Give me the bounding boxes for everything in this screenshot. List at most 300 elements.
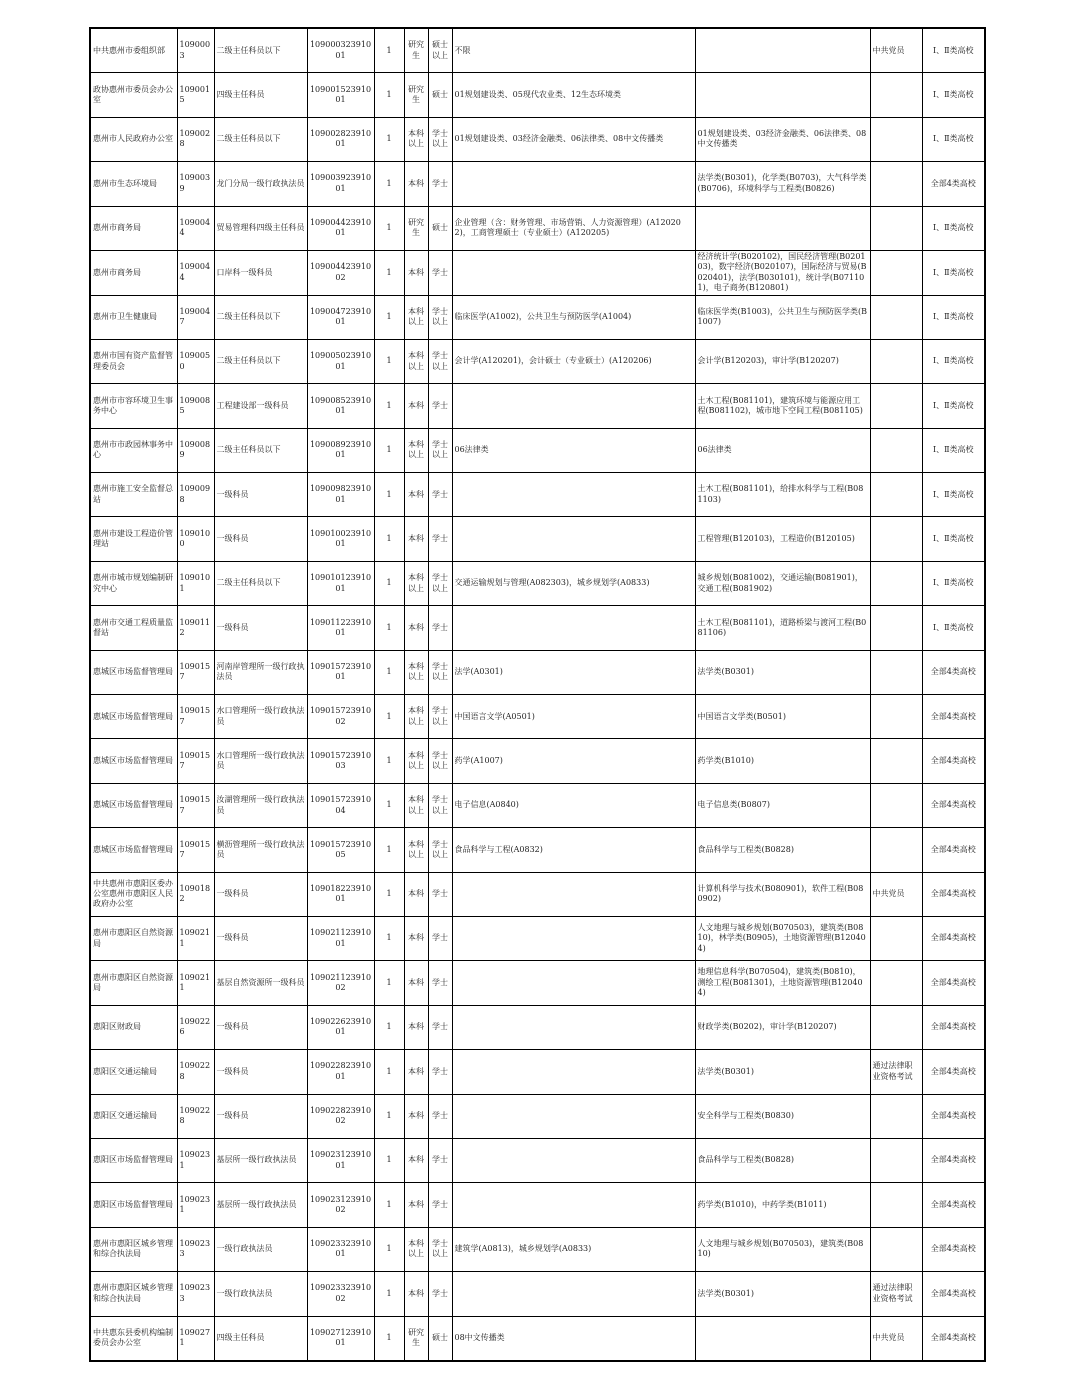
table-row xyxy=(90,872,985,916)
cell-grad-major xyxy=(452,606,695,650)
cell-school-category: Ⅰ、Ⅱ类高校 xyxy=(922,517,985,561)
cell-other-requirement xyxy=(870,73,922,117)
cell-other-requirement xyxy=(870,916,922,960)
cell-grad-major xyxy=(452,916,695,960)
cell-school-category: 全部4类高校 xyxy=(922,1316,985,1361)
cell-position-code: 10900282391001 xyxy=(307,117,374,161)
cell-unit-code: 1090044 xyxy=(177,250,214,295)
cell-other-requirement xyxy=(870,695,922,739)
cell-position: 四级主任科员 xyxy=(214,73,307,117)
cell-school-category: 全部4类高校 xyxy=(922,1050,985,1094)
cell-undergrad-major: 药学类(B1010) xyxy=(695,739,870,783)
cell-position-code: 10901572391002 xyxy=(307,695,374,739)
cell-unit-code: 1090028 xyxy=(177,117,214,161)
cell-unit: 惠州市惠阳区城乡管理和综合执法局 xyxy=(90,1272,177,1316)
cell-undergrad-major xyxy=(695,73,870,117)
cell-quota: 1 xyxy=(374,872,404,916)
cell-quota: 1 xyxy=(374,783,404,827)
cell-unit: 惠州市商务局 xyxy=(90,250,177,295)
cell-unit: 中共惠州市惠阳区委办公室惠州市惠阳区人民政府办公室 xyxy=(90,872,177,916)
cell-unit: 惠州市市容环境卫生事务中心 xyxy=(90,384,177,428)
cell-education: 本科 xyxy=(404,916,428,960)
cell-other-requirement: 中共党员 xyxy=(870,1316,922,1361)
cell-degree: 学士 xyxy=(428,517,452,561)
cell-school-category: Ⅰ、Ⅱ类高校 xyxy=(922,295,985,339)
cell-degree: 学士以上 xyxy=(428,650,452,694)
cell-unit-code: 1090003 xyxy=(177,28,214,73)
cell-other-requirement: 中共党员 xyxy=(870,872,922,916)
table-row xyxy=(90,28,985,73)
cell-position: 一级行政执法员 xyxy=(214,1272,307,1316)
cell-other-requirement xyxy=(870,783,922,827)
cell-education: 本科 xyxy=(404,1094,428,1138)
cell-grad-major xyxy=(452,1183,695,1227)
cell-other-requirement xyxy=(870,1138,922,1182)
cell-position-code: 10902112391001 xyxy=(307,916,374,960)
cell-undergrad-major xyxy=(695,206,870,250)
cell-grad-major xyxy=(452,961,695,1005)
table-row xyxy=(90,473,985,517)
cell-unit-code: 1090211 xyxy=(177,961,214,1005)
cell-grad-major xyxy=(452,250,695,295)
cell-unit: 惠阳区市场监督管理局 xyxy=(90,1183,177,1227)
cell-undergrad-major: 计算机科学与技术(B080901)，软件工程(B080902) xyxy=(695,872,870,916)
table-row xyxy=(90,1050,985,1094)
cell-quota: 1 xyxy=(374,961,404,1005)
table-row xyxy=(90,1094,985,1138)
table-row xyxy=(90,206,985,250)
cell-unit-code: 1090226 xyxy=(177,1005,214,1049)
cell-degree: 学士 xyxy=(428,1138,452,1182)
cell-unit: 惠城区市场监督管理局 xyxy=(90,739,177,783)
cell-quota: 1 xyxy=(374,1094,404,1138)
cell-grad-major: 电子信息(A0840) xyxy=(452,783,695,827)
cell-school-category: 全部4类高校 xyxy=(922,650,985,694)
table-row xyxy=(90,828,985,872)
cell-position: 河南岸管理所一级行政执法员 xyxy=(214,650,307,694)
cell-quota: 1 xyxy=(374,650,404,694)
cell-undergrad-major: 法学类(B0301) xyxy=(695,650,870,694)
cell-school-category: Ⅰ、Ⅱ类高校 xyxy=(922,250,985,295)
cell-position-code: 10901012391001 xyxy=(307,561,374,605)
cell-undergrad-major: 中国语言文学类(B0501) xyxy=(695,695,870,739)
cell-undergrad-major: 06法律类 xyxy=(695,428,870,472)
cell-school-category: 全部4类高校 xyxy=(922,1094,985,1138)
cell-position-code: 10901002391001 xyxy=(307,517,374,561)
cell-unit-code: 1090112 xyxy=(177,606,214,650)
cell-other-requirement xyxy=(870,295,922,339)
cell-undergrad-major: 人文地理与城乡规划(B070503)，建筑类(B0810)，林学类(B0905)，土地资源管理(B120404) xyxy=(695,916,870,960)
cell-degree: 学士 xyxy=(428,162,452,206)
cell-unit-code: 1090228 xyxy=(177,1050,214,1094)
cell-degree: 学士 xyxy=(428,473,452,517)
cell-grad-major: 01规划建设类、03经济金融类、06法律类、08中文传播类 xyxy=(452,117,695,161)
cell-position-code: 10900032391001 xyxy=(307,28,374,73)
table-row xyxy=(90,117,985,161)
cell-quota: 1 xyxy=(374,1183,404,1227)
cell-position-code: 10900502391001 xyxy=(307,339,374,383)
cell-position: 口岸科一级科员 xyxy=(214,250,307,295)
cell-grad-major: 不限 xyxy=(452,28,695,73)
cell-position-code: 10900392391001 xyxy=(307,162,374,206)
cell-position-code: 10902332391001 xyxy=(307,1227,374,1271)
cell-unit-code: 1090039 xyxy=(177,162,214,206)
cell-undergrad-major: 法学类(B0301)，化学类(B0703)，大气科学类(B0706)，环境科学与工程类(B0826) xyxy=(695,162,870,206)
cell-position-code: 10902262391001 xyxy=(307,1005,374,1049)
cell-school-category: 全部4类高校 xyxy=(922,695,985,739)
cell-education: 本科 xyxy=(404,1183,428,1227)
cell-education: 本科 xyxy=(404,162,428,206)
cell-degree: 学士以上 xyxy=(428,339,452,383)
cell-grad-major: 会计学(A120201)，会计硕士（专业硕士）(A120206) xyxy=(452,339,695,383)
cell-school-category: Ⅰ、Ⅱ类高校 xyxy=(922,73,985,117)
cell-position: 二级主任科员以下 xyxy=(214,117,307,161)
cell-unit: 惠阳区交通运输局 xyxy=(90,1050,177,1094)
cell-position: 工程建设部一级科员 xyxy=(214,384,307,428)
cell-education: 本科以上 xyxy=(404,339,428,383)
cell-education: 研究生 xyxy=(404,1316,428,1361)
table-row xyxy=(90,295,985,339)
cell-unit: 惠州市卫生健康局 xyxy=(90,295,177,339)
cell-education: 本科以上 xyxy=(404,1227,428,1271)
cell-school-category: 全部4类高校 xyxy=(922,1138,985,1182)
cell-quota: 1 xyxy=(374,473,404,517)
cell-undergrad-major: 财政学类(B0202)，审计学(B120207) xyxy=(695,1005,870,1049)
cell-other-requirement xyxy=(870,428,922,472)
cell-degree: 学士以上 xyxy=(428,428,452,472)
cell-other-requirement xyxy=(870,250,922,295)
cell-school-category: 全部4类高校 xyxy=(922,828,985,872)
cell-position: 水口管理所一级行政执法员 xyxy=(214,739,307,783)
cell-other-requirement xyxy=(870,117,922,161)
recruitment-table xyxy=(89,27,986,1362)
cell-degree: 学士以上 xyxy=(428,561,452,605)
cell-degree: 学士 xyxy=(428,384,452,428)
cell-grad-major: 08中文传播类 xyxy=(452,1316,695,1361)
cell-unit-code: 1090228 xyxy=(177,1094,214,1138)
cell-education: 本科以上 xyxy=(404,428,428,472)
cell-grad-major xyxy=(452,1138,695,1182)
cell-position: 横沥管理所一级行政执法员 xyxy=(214,828,307,872)
cell-unit-code: 1090157 xyxy=(177,650,214,694)
cell-school-category: Ⅰ、Ⅱ类高校 xyxy=(922,384,985,428)
cell-position: 汝湖管理所一级行政执法员 xyxy=(214,783,307,827)
cell-unit-code: 1090157 xyxy=(177,783,214,827)
cell-education: 本科 xyxy=(404,384,428,428)
cell-unit: 惠州市市政园林事务中心 xyxy=(90,428,177,472)
cell-degree: 学士 xyxy=(428,961,452,1005)
cell-education: 本科 xyxy=(404,1050,428,1094)
cell-quota: 1 xyxy=(374,384,404,428)
cell-unit-code: 1090089 xyxy=(177,428,214,472)
cell-position: 龙门分局一级行政执法员 xyxy=(214,162,307,206)
cell-degree: 学士 xyxy=(428,1272,452,1316)
cell-unit: 惠城区市场监督管理局 xyxy=(90,650,177,694)
cell-position: 一级科员 xyxy=(214,1050,307,1094)
cell-unit: 惠城区市场监督管理局 xyxy=(90,695,177,739)
cell-education: 本科 xyxy=(404,1138,428,1182)
cell-unit-code: 1090233 xyxy=(177,1227,214,1271)
cell-position-code: 10902312391002 xyxy=(307,1183,374,1227)
cell-education: 本科 xyxy=(404,606,428,650)
table-row xyxy=(90,384,985,428)
cell-position: 一级科员 xyxy=(214,473,307,517)
cell-quota: 1 xyxy=(374,517,404,561)
cell-quota: 1 xyxy=(374,1227,404,1271)
cell-education: 本科以上 xyxy=(404,695,428,739)
cell-degree: 学士 xyxy=(428,916,452,960)
cell-school-category: Ⅰ、Ⅱ类高校 xyxy=(922,606,985,650)
cell-degree: 学士以上 xyxy=(428,117,452,161)
cell-other-requirement xyxy=(870,828,922,872)
table-row xyxy=(90,339,985,383)
cell-grad-major xyxy=(452,162,695,206)
cell-school-category: Ⅰ、Ⅱ类高校 xyxy=(922,428,985,472)
cell-unit: 惠州市城市规划编制研究中心 xyxy=(90,561,177,605)
cell-other-requirement: 通过法律职业资格考试 xyxy=(870,1272,922,1316)
cell-quota: 1 xyxy=(374,295,404,339)
cell-education: 本科 xyxy=(404,473,428,517)
cell-other-requirement xyxy=(870,961,922,1005)
cell-position: 二级主任科员以下 xyxy=(214,339,307,383)
cell-school-category: 全部4类高校 xyxy=(922,961,985,1005)
cell-position-code: 10900152391001 xyxy=(307,73,374,117)
cell-degree: 学士 xyxy=(428,872,452,916)
cell-unit-code: 1090044 xyxy=(177,206,214,250)
cell-position: 二级主任科员以下 xyxy=(214,295,307,339)
cell-grad-major: 临床医学(A1002)，公共卫生与预防医学(A1004) xyxy=(452,295,695,339)
cell-unit-code: 1090182 xyxy=(177,872,214,916)
cell-education: 本科以上 xyxy=(404,561,428,605)
cell-undergrad-major xyxy=(695,1316,870,1361)
cell-unit-code: 1090015 xyxy=(177,73,214,117)
cell-education: 本科 xyxy=(404,872,428,916)
cell-degree: 学士 xyxy=(428,250,452,295)
cell-unit-code: 1090085 xyxy=(177,384,214,428)
cell-position: 一级科员 xyxy=(214,517,307,561)
table-row xyxy=(90,961,985,1005)
cell-position-code: 10900442391002 xyxy=(307,250,374,295)
cell-school-category: 全部4类高校 xyxy=(922,916,985,960)
cell-degree: 学士 xyxy=(428,606,452,650)
cell-other-requirement xyxy=(870,739,922,783)
cell-grad-major: 交通运输规划与管理(A082303)，城乡规划学(A0833) xyxy=(452,561,695,605)
cell-position-code: 10900982391001 xyxy=(307,473,374,517)
cell-position: 基层所一级行政执法员 xyxy=(214,1138,307,1182)
cell-undergrad-major: 食品科学与工程类(B0828) xyxy=(695,1138,870,1182)
cell-position-code: 10902112391002 xyxy=(307,961,374,1005)
cell-education: 本科 xyxy=(404,1272,428,1316)
cell-quota: 1 xyxy=(374,916,404,960)
cell-unit: 惠州市人民政府办公室 xyxy=(90,117,177,161)
cell-grad-major xyxy=(452,517,695,561)
table-row xyxy=(90,606,985,650)
table-row xyxy=(90,1138,985,1182)
cell-grad-major xyxy=(452,384,695,428)
cell-undergrad-major: 土木工程(B081101)，建筑环境与能源应用工程(B081102)，城市地下空间工程(B081105) xyxy=(695,384,870,428)
cell-quota: 1 xyxy=(374,206,404,250)
cell-degree: 学士以上 xyxy=(428,1227,452,1271)
cell-unit-code: 1090157 xyxy=(177,695,214,739)
cell-unit-code: 1090050 xyxy=(177,339,214,383)
table-row xyxy=(90,650,985,694)
table-row xyxy=(90,695,985,739)
cell-degree: 硕士 xyxy=(428,1316,452,1361)
cell-quota: 1 xyxy=(374,606,404,650)
cell-undergrad-major: 01规划建设类、03经济金融类、06法律类、08中文传播类 xyxy=(695,117,870,161)
cell-unit: 惠州市惠阳区城乡管理和综合执法局 xyxy=(90,1227,177,1271)
cell-undergrad-major: 食品科学与工程类(B0828) xyxy=(695,828,870,872)
cell-other-requirement xyxy=(870,517,922,561)
cell-position: 四级主任科员 xyxy=(214,1316,307,1361)
cell-position-code: 10900442391001 xyxy=(307,206,374,250)
cell-degree: 学士 xyxy=(428,1094,452,1138)
cell-position-code: 10902332391002 xyxy=(307,1272,374,1316)
cell-position-code: 10900852391001 xyxy=(307,384,374,428)
cell-unit: 惠城区市场监督管理局 xyxy=(90,783,177,827)
cell-school-category: 全部4类高校 xyxy=(922,1227,985,1271)
cell-other-requirement xyxy=(870,339,922,383)
cell-position: 一级行政执法员 xyxy=(214,1227,307,1271)
cell-unit-code: 1090211 xyxy=(177,916,214,960)
cell-degree: 硕士 xyxy=(428,73,452,117)
cell-position: 一级科员 xyxy=(214,916,307,960)
cell-education: 本科 xyxy=(404,961,428,1005)
cell-undergrad-major: 法学类(B0301) xyxy=(695,1272,870,1316)
cell-quota: 1 xyxy=(374,73,404,117)
cell-grad-major: 法学(A0301) xyxy=(452,650,695,694)
cell-quota: 1 xyxy=(374,1316,404,1361)
cell-school-category: 全部4类高校 xyxy=(922,783,985,827)
cell-quota: 1 xyxy=(374,739,404,783)
cell-position: 一级科员 xyxy=(214,606,307,650)
cell-education: 本科 xyxy=(404,250,428,295)
cell-school-category: Ⅰ、Ⅱ类高校 xyxy=(922,473,985,517)
cell-position-code: 10901572391003 xyxy=(307,739,374,783)
cell-education: 本科 xyxy=(404,517,428,561)
cell-other-requirement xyxy=(870,561,922,605)
cell-school-category: 全部4类高校 xyxy=(922,1005,985,1049)
cell-unit: 政协惠州市委员会办公室 xyxy=(90,73,177,117)
cell-quota: 1 xyxy=(374,339,404,383)
cell-undergrad-major: 工程管理(B120103)，工程造价(B120105) xyxy=(695,517,870,561)
cell-education: 研究生 xyxy=(404,73,428,117)
cell-school-category: Ⅰ、Ⅱ类高校 xyxy=(922,339,985,383)
cell-position: 一级科员 xyxy=(214,1005,307,1049)
table-row xyxy=(90,73,985,117)
cell-other-requirement xyxy=(870,162,922,206)
cell-degree: 硕士 xyxy=(428,206,452,250)
cell-undergrad-major: 药学类(B1010)，中药学类(B1011) xyxy=(695,1183,870,1227)
cell-education: 本科以上 xyxy=(404,117,428,161)
cell-unit: 惠州市惠阳区自然资源局 xyxy=(90,916,177,960)
cell-position-code: 10901822391001 xyxy=(307,872,374,916)
cell-position-code: 10901122391001 xyxy=(307,606,374,650)
cell-education: 研究生 xyxy=(404,28,428,73)
cell-grad-major xyxy=(452,1094,695,1138)
cell-position-code: 10901572391005 xyxy=(307,828,374,872)
cell-unit-code: 1090047 xyxy=(177,295,214,339)
cell-undergrad-major: 地理信息科学(B070504)，建筑类(B0810)，测绘工程(B081301)，土地资源管理(B120404) xyxy=(695,961,870,1005)
cell-unit: 惠城区市场监督管理局 xyxy=(90,828,177,872)
cell-undergrad-major xyxy=(695,28,870,73)
cell-grad-major xyxy=(452,1272,695,1316)
table-row xyxy=(90,739,985,783)
cell-undergrad-major: 会计学(B120203)，审计学(B120207) xyxy=(695,339,870,383)
cell-position: 二级主任科员以下 xyxy=(214,561,307,605)
cell-position-code: 10902282391002 xyxy=(307,1094,374,1138)
cell-education: 研究生 xyxy=(404,206,428,250)
cell-position-code: 10902282391001 xyxy=(307,1050,374,1094)
table-row xyxy=(90,916,985,960)
table-row xyxy=(90,1005,985,1049)
cell-position: 基层所一级行政执法员 xyxy=(214,1183,307,1227)
table-row xyxy=(90,561,985,605)
cell-grad-major: 药学(A1007) xyxy=(452,739,695,783)
cell-unit: 惠阳区交通运输局 xyxy=(90,1094,177,1138)
cell-quota: 1 xyxy=(374,1050,404,1094)
cell-position-code: 10902712391001 xyxy=(307,1316,374,1361)
cell-school-category: Ⅰ、Ⅱ类高校 xyxy=(922,117,985,161)
cell-grad-major xyxy=(452,1050,695,1094)
cell-position: 二级主任科员以下 xyxy=(214,28,307,73)
cell-quota: 1 xyxy=(374,1005,404,1049)
cell-grad-major: 中国语言文学(A0501) xyxy=(452,695,695,739)
cell-unit: 惠州市施工安全监督总站 xyxy=(90,473,177,517)
cell-grad-major xyxy=(452,872,695,916)
cell-other-requirement xyxy=(870,606,922,650)
cell-education: 本科以上 xyxy=(404,295,428,339)
cell-position: 基层自然资源所一级科员 xyxy=(214,961,307,1005)
cell-unit: 中共惠东县委机构编制委员会办公室 xyxy=(90,1316,177,1361)
cell-position: 二级主任科员以下 xyxy=(214,428,307,472)
cell-quota: 1 xyxy=(374,28,404,73)
cell-unit: 惠州市商务局 xyxy=(90,206,177,250)
cell-grad-major: 建筑学(A0813)，城乡规划学(A0833) xyxy=(452,1227,695,1271)
table-row xyxy=(90,428,985,472)
cell-grad-major: 食品科学与工程(A0832) xyxy=(452,828,695,872)
table-row xyxy=(90,783,985,827)
table-row xyxy=(90,1316,985,1361)
cell-unit-code: 1090233 xyxy=(177,1272,214,1316)
cell-degree: 学士 xyxy=(428,1050,452,1094)
table-row xyxy=(90,1272,985,1316)
cell-undergrad-major: 法学类(B0301) xyxy=(695,1050,870,1094)
cell-education: 本科以上 xyxy=(404,783,428,827)
cell-education: 本科以上 xyxy=(404,828,428,872)
cell-degree: 学士以上 xyxy=(428,739,452,783)
cell-position-code: 10900472391001 xyxy=(307,295,374,339)
cell-unit-code: 1090100 xyxy=(177,517,214,561)
cell-unit: 中共惠州市委组织部 xyxy=(90,28,177,73)
cell-unit: 惠阳区财政局 xyxy=(90,1005,177,1049)
cell-quota: 1 xyxy=(374,117,404,161)
cell-other-requirement: 中共党员 xyxy=(870,28,922,73)
cell-degree: 学士 xyxy=(428,1005,452,1049)
cell-undergrad-major: 经济统计学(B020102)，国民经济管理(B020103)，数字经济(B020107)，国际经济与贸易(B020401)，法学(B030101)，统计学(B071101)，电子商务(B120801) xyxy=(695,250,870,295)
cell-other-requirement xyxy=(870,1183,922,1227)
table-row xyxy=(90,162,985,206)
cell-unit-code: 1090101 xyxy=(177,561,214,605)
cell-undergrad-major: 城乡规划(B081002)，交通运输(B081901)，交通工程(B081902) xyxy=(695,561,870,605)
cell-school-category: Ⅰ、Ⅱ类高校 xyxy=(922,206,985,250)
cell-unit-code: 1090098 xyxy=(177,473,214,517)
cell-undergrad-major: 土木工程(B081101)，道路桥梁与渡河工程(B081106) xyxy=(695,606,870,650)
cell-school-category: 全部4类高校 xyxy=(922,739,985,783)
cell-unit: 惠州市惠阳区自然资源局 xyxy=(90,961,177,1005)
cell-unit: 惠州市建设工程造价管理站 xyxy=(90,517,177,561)
cell-position: 一级科员 xyxy=(214,872,307,916)
